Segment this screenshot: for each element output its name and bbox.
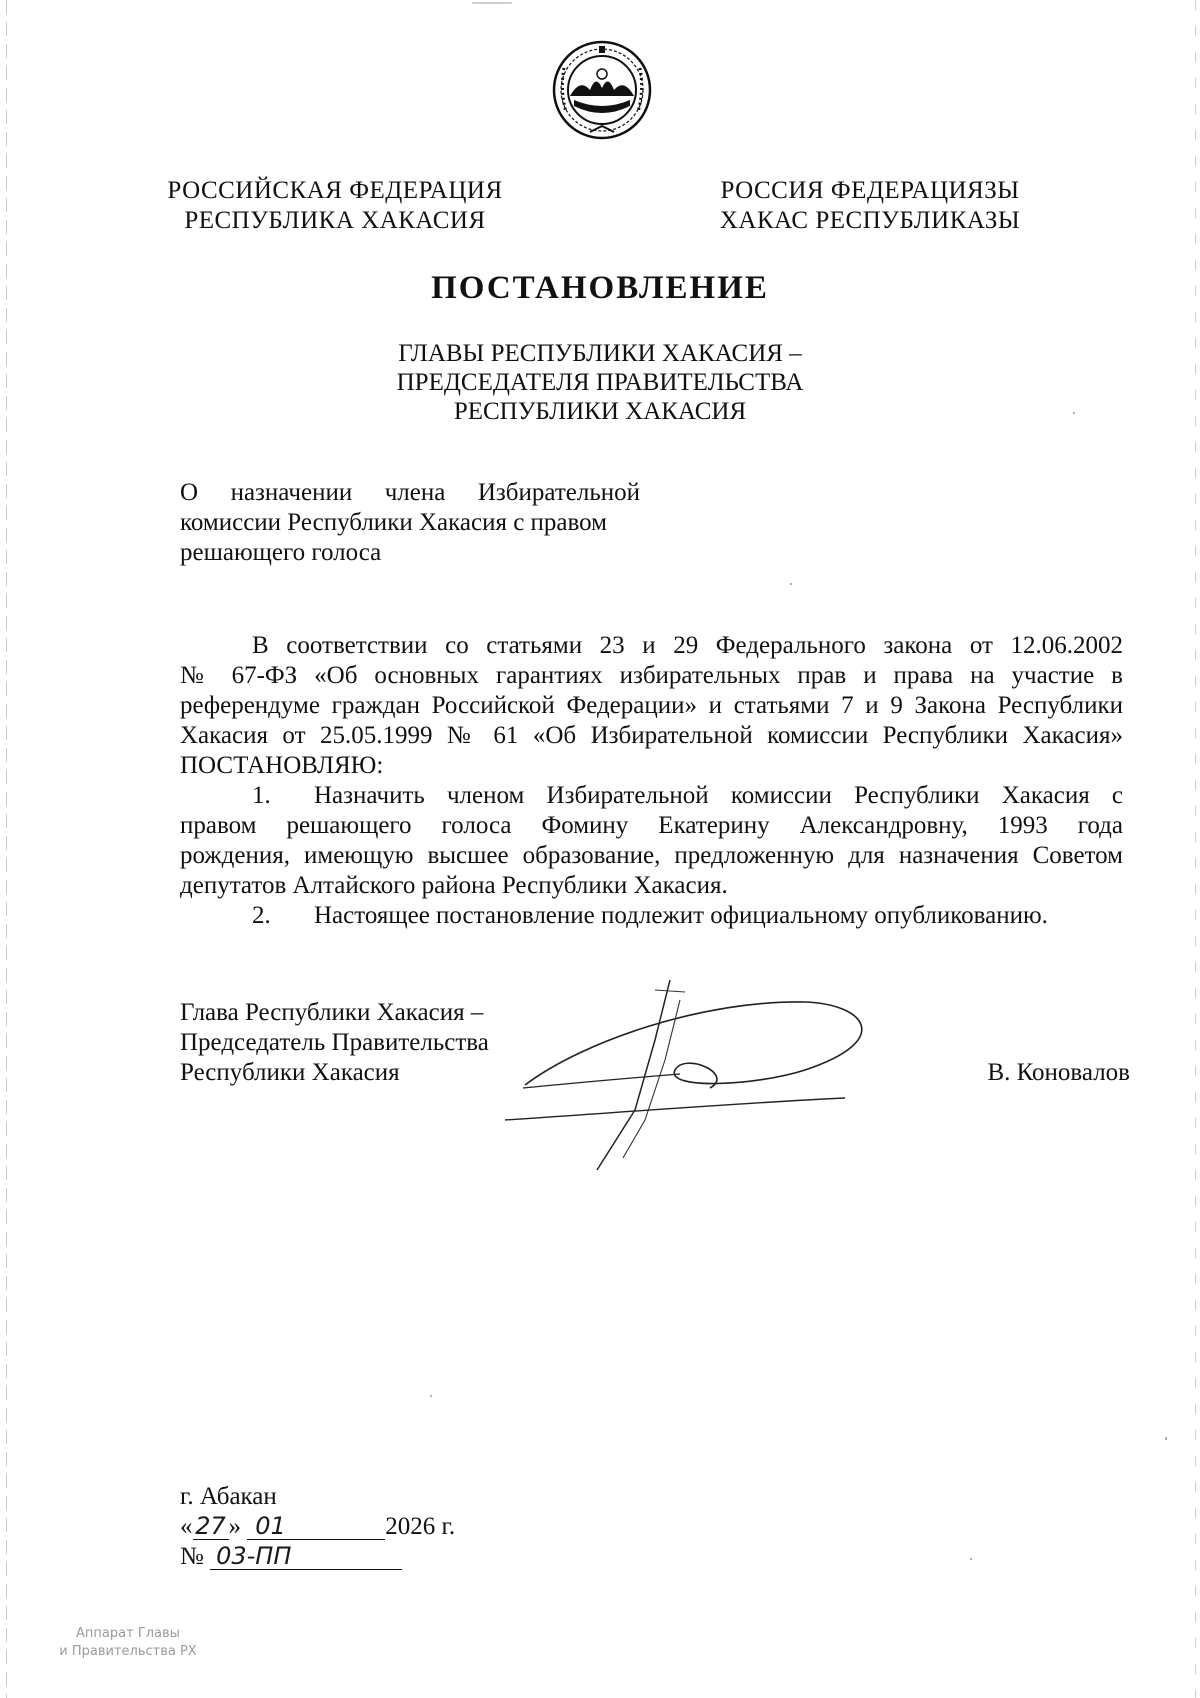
scan-speck bbox=[790, 583, 792, 585]
header-right-line2: ХАКАС РЕСПУБЛИКАЗЫ bbox=[719, 207, 1021, 234]
item-2-line1 bbox=[180, 901, 1123, 931]
preamble-line2: № 67-ФЗ «Об основных гарантиях избирательных прав и права на участие в bbox=[180, 662, 1123, 689]
scan-speck bbox=[472, 2, 512, 4]
signatory-title-line2: Председатель Правительства bbox=[180, 1029, 489, 1056]
header-left-line1: РОССИЙСКАЯ ФЕДЕРАЦИЯ bbox=[167, 177, 503, 204]
item-1-line3: рождения, имеющую высшее образование, предложенную для назначения Советом bbox=[180, 842, 1123, 869]
preamble-line3: референдуме граждан Российской Федерации» и статьями 7 и 9 Закона Республики bbox=[180, 692, 1123, 719]
signatory-title-line1: Глава Республики Хакасия – bbox=[180, 999, 484, 1026]
issuer-line3: РЕСПУБЛИКИ ХАКАСИЯ bbox=[453, 398, 747, 425]
document-type-title: ПОСТАНОВЛЕНИЕ bbox=[431, 270, 769, 306]
faint-registry-stamp bbox=[48, 1625, 208, 1661]
subject-line3: решающего голоса bbox=[180, 539, 382, 566]
date-day-field: 27 bbox=[193, 1513, 229, 1540]
item-1-line2: правом решающего голоса Фомину Екатерину Александровну, 1993 года bbox=[180, 812, 1123, 839]
scan-speck bbox=[970, 1558, 972, 1560]
preamble-line4: Хакасия от 25.05.1999 № 61 «Об Избирательной комиссии Республики Хакасия» bbox=[180, 722, 1123, 749]
preamble-line5: ПОСТАНОВЛЯЮ: bbox=[180, 752, 384, 779]
date-year: 2026 г. bbox=[385, 1513, 456, 1540]
issuer-block bbox=[350, 339, 850, 426]
header-left-line2: РЕСПУБЛИКА ХАКАСИЯ bbox=[184, 207, 486, 234]
header-right bbox=[700, 176, 1040, 236]
number-field: 03-ПП bbox=[210, 1543, 402, 1570]
place-city: г. Абакан bbox=[180, 1483, 277, 1510]
date-close-quote: » bbox=[228, 1513, 241, 1540]
date-month-field: 01 bbox=[247, 1513, 385, 1540]
scan-speck bbox=[1165, 1437, 1167, 1440]
stamp-line2: и Правительства РХ bbox=[59, 1644, 197, 1659]
issuer-line2: ПРЕДСЕДАТЕЛЯ ПРАВИТЕЛЬСТВА bbox=[396, 369, 804, 396]
item-1-text-line1: Назначить членом Избирательной комиссии Республики Хакасия с bbox=[314, 782, 1123, 809]
subject-line2: комиссии Республики Хакасия с правом bbox=[180, 509, 608, 536]
number-row bbox=[180, 1542, 520, 1572]
subject-block bbox=[180, 478, 640, 568]
signatory-title-line3: Республики Хакасия bbox=[180, 1059, 400, 1086]
item-1-line1 bbox=[180, 781, 1123, 811]
stamp-line1: Аппарат Главы bbox=[76, 1626, 180, 1641]
body-text bbox=[180, 631, 1123, 931]
date-open-quote: « bbox=[180, 1513, 193, 1540]
header-left bbox=[160, 176, 510, 236]
scan-speck bbox=[1073, 412, 1075, 414]
date-row bbox=[180, 1512, 520, 1542]
scan-edge-left bbox=[6, 0, 7, 1698]
header-right-line1: РОССИЯ ФЕДЕРАЦИЯЗЫ bbox=[720, 177, 1020, 204]
signatory-title bbox=[180, 998, 540, 1088]
place-date-block bbox=[180, 1482, 520, 1572]
handwritten-signature bbox=[505, 980, 905, 1180]
number-label: № bbox=[180, 1543, 204, 1570]
item-2-number: 2. bbox=[252, 902, 271, 929]
item-1-line4: депутатов Алтайского района Республики Хакасия. bbox=[180, 872, 728, 899]
scan-speck bbox=[430, 1395, 432, 1397]
item-2-text-line1: Настоящее постановление подлежит официальному опубликованию. bbox=[314, 902, 1048, 929]
scan-edge-right bbox=[1195, 0, 1196, 1698]
coat-of-arms-emblem bbox=[550, 38, 654, 142]
item-1-number: 1. bbox=[252, 782, 271, 809]
subject-line1: О назначении члена Избирательной bbox=[180, 479, 640, 506]
preamble-line1: В соответствии со статьями 23 и 29 Федерального закона от 12.06.2002 bbox=[252, 632, 1123, 659]
signatory-name: В. Коновалов bbox=[987, 1059, 1130, 1086]
issuer-line1: ГЛАВЫ РЕСПУБЛИКИ ХАКАСИЯ – bbox=[398, 340, 802, 367]
